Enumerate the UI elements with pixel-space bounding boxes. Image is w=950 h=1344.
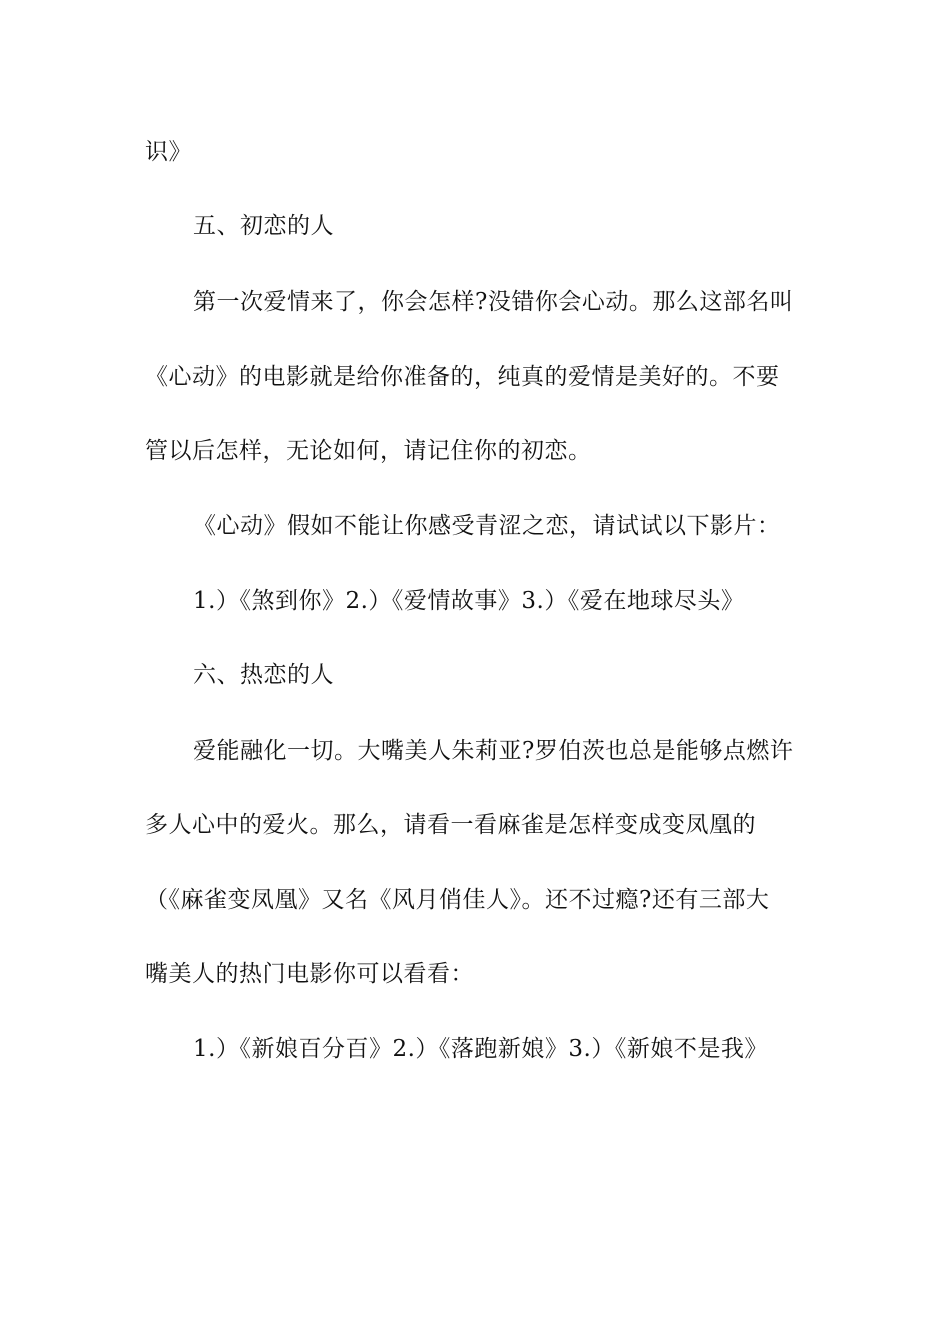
paragraph-line: （《麻雀变凤凰》又名《风月俏佳人》。还不过瘾?还有三部大 bbox=[145, 887, 770, 913]
paragraph-line: 多人心中的爱火。那么，请看一看麻雀是怎样变成变凤凰的 bbox=[145, 812, 756, 838]
paragraph-line: 《心动》假如不能让你感受青涩之恋，请试试以下影片： bbox=[193, 513, 781, 539]
film-list: 1.）《新娘百分百》2.）《落跑新娘》3.）《新娘不是我》 bbox=[193, 1036, 768, 1062]
text-line: 识》 bbox=[145, 139, 192, 165]
paragraph-line: 嘴美人的热门电影你可以看看： bbox=[145, 961, 474, 987]
section-heading: 五、初恋的人 bbox=[193, 213, 334, 239]
paragraph-line: 管以后怎样，无论如何，请记住你的初恋。 bbox=[145, 438, 592, 464]
paragraph-line: 《心动》的电影就是给你准备的，纯真的爱情是美好的。不要 bbox=[145, 364, 780, 390]
paragraph-line: 爱能融化一切。大嘴美人朱莉亚?罗伯茨也总是能够点燃许 bbox=[193, 738, 794, 764]
paragraph-line: 第一次爱情来了，你会怎样?没错你会心动。那么这部名叫 bbox=[193, 289, 794, 315]
film-list: 1.）《煞到你》2.）《爱情故事》3.）《爱在地球尽头》 bbox=[193, 588, 745, 614]
section-heading: 六、热恋的人 bbox=[193, 662, 334, 688]
